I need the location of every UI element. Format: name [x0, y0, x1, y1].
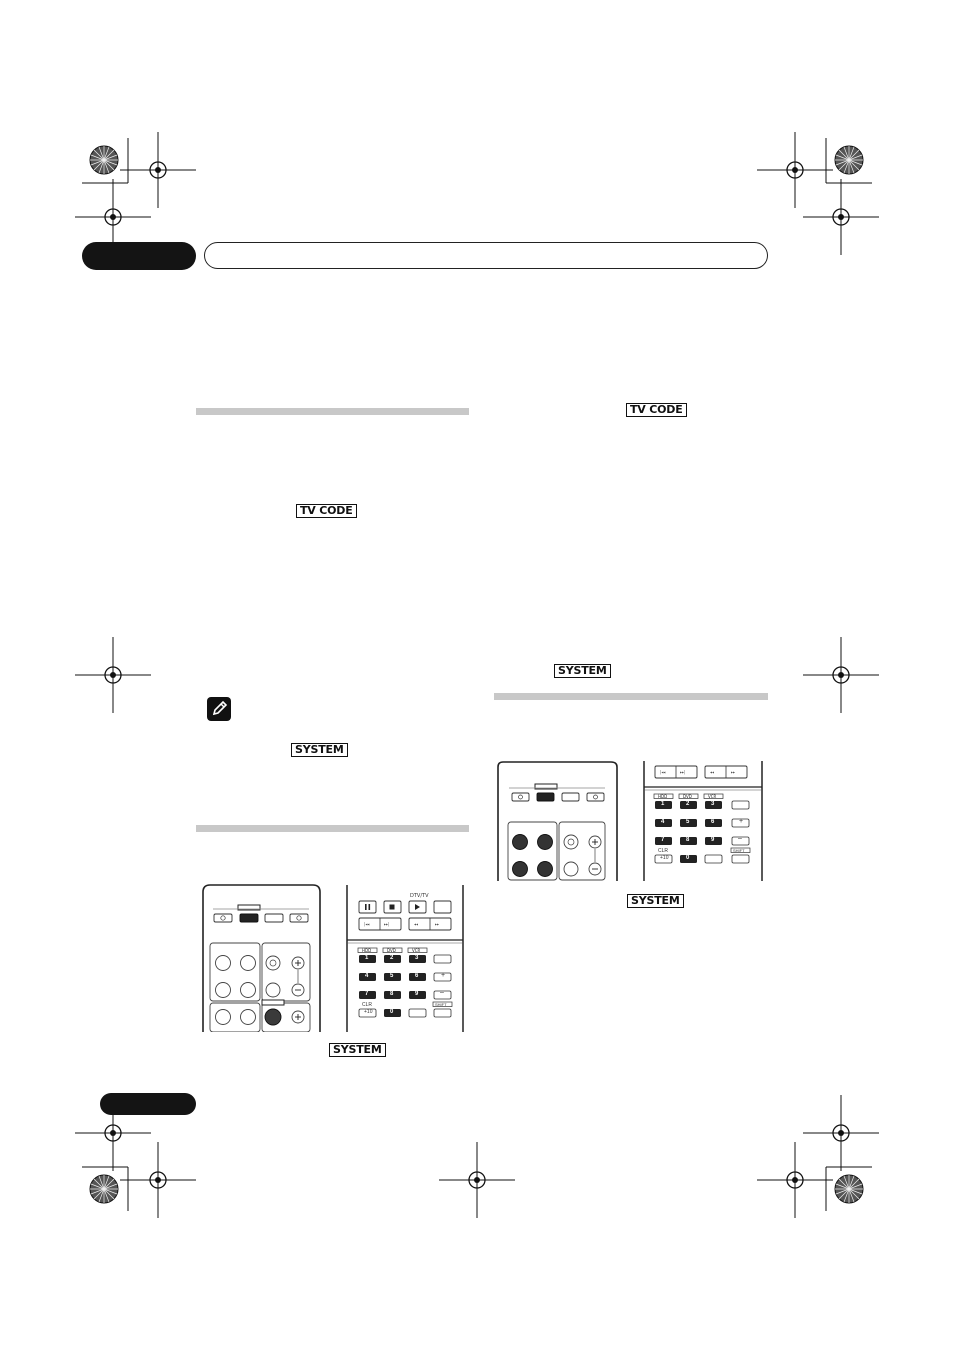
- shift-label: SHIFT: [435, 1002, 447, 1007]
- key-3: 3: [415, 955, 419, 961]
- system-badge: SYSTEM: [627, 894, 684, 908]
- minus-label: –: [440, 989, 444, 996]
- hdd-label: HDD: [658, 794, 668, 799]
- clr-label: CLR: [658, 848, 669, 854]
- key-7: 7: [365, 991, 369, 997]
- vcr-label: VCR: [708, 794, 717, 799]
- key-1: 1: [661, 801, 665, 807]
- plus-label: +: [441, 972, 446, 979]
- remote-illustration-left-keypad: [344, 884, 468, 1032]
- chapter-tab: [82, 242, 196, 270]
- page-number-tab: [100, 1093, 196, 1115]
- key-9: 9: [711, 837, 715, 843]
- dvd-label: DVD: [683, 794, 692, 799]
- key-4: 4: [661, 819, 665, 825]
- minus-label: –: [738, 835, 742, 842]
- tv-code-badge: TV CODE: [296, 504, 357, 518]
- key-5: 5: [686, 819, 690, 825]
- remote-illustration-left-top: [199, 884, 323, 1032]
- system-badge: SYSTEM: [291, 743, 348, 757]
- dtv-tv-label: DTV/TV: [410, 893, 429, 899]
- key-1: 1: [365, 955, 369, 961]
- chapter-title-bar: [204, 242, 768, 269]
- key-2: 2: [390, 955, 394, 961]
- section-rule-1: [196, 408, 469, 415]
- key-6: 6: [415, 973, 419, 979]
- key-8: 8: [686, 837, 690, 843]
- key-8: 8: [390, 991, 394, 997]
- note-pencil-icon: [207, 697, 231, 721]
- shift-label: SHIFT: [733, 848, 745, 853]
- svg-text:◂◂: ◂◂: [414, 921, 419, 927]
- plus10-label: +10: [660, 855, 669, 861]
- vcr-label: VCR: [412, 948, 421, 953]
- plus-label: +: [739, 818, 744, 825]
- system-badge: SYSTEM: [329, 1043, 386, 1057]
- remote-illustration-right-keypad: [641, 761, 765, 881]
- remote-illustration-right-top: [495, 761, 619, 881]
- key-6: 6: [711, 819, 715, 825]
- svg-text:▸▸: ▸▸: [731, 769, 736, 775]
- svg-text:|◂◂: |◂◂: [660, 769, 666, 775]
- section-rule-3: [494, 693, 768, 700]
- svg-text:◂◂: ◂◂: [710, 769, 715, 775]
- key-9: 9: [415, 991, 419, 997]
- svg-text:▸▸|: ▸▸|: [680, 769, 686, 775]
- clr-label: CLR: [362, 1002, 373, 1008]
- key-3: 3: [711, 801, 715, 807]
- key-2: 2: [686, 801, 690, 807]
- key-0: 0: [686, 855, 690, 861]
- section-rule-2: [196, 825, 469, 832]
- plus10-label: +10: [364, 1009, 373, 1015]
- hdd-label: HDD: [362, 948, 372, 953]
- dvd-label: DVD: [387, 948, 396, 953]
- key-4: 4: [365, 973, 369, 979]
- svg-text:▸▸: ▸▸: [435, 921, 440, 927]
- key-5: 5: [390, 973, 394, 979]
- svg-text:|◂◂: |◂◂: [364, 921, 370, 927]
- svg-text:▸▸|: ▸▸|: [384, 921, 390, 927]
- key-7: 7: [661, 837, 665, 843]
- key-0: 0: [390, 1009, 394, 1015]
- system-badge: SYSTEM: [554, 664, 611, 678]
- tv-code-badge: TV CODE: [626, 403, 687, 417]
